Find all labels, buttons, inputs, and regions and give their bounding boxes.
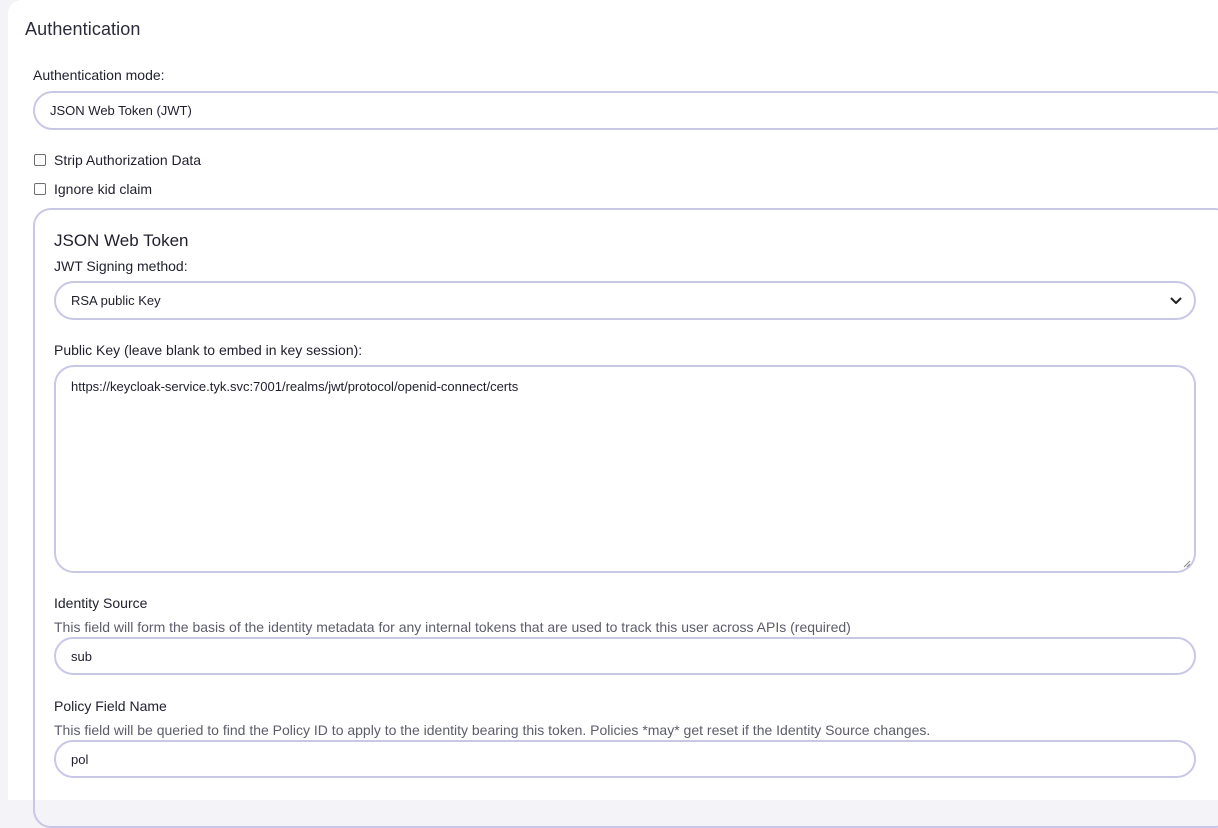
identity-source-value: sub [71, 648, 92, 664]
strip-auth-data-checkbox[interactable] [34, 154, 46, 166]
signing-method-label: JWT Signing method: [54, 258, 188, 274]
ignore-kid-checkbox[interactable] [34, 183, 46, 195]
policy-field-value: pol [71, 751, 89, 767]
ignore-kid-label: Ignore kid claim [54, 181, 153, 197]
strip-auth-data-label: Strip Authorization Data [54, 152, 202, 168]
identity-source-input[interactable] [54, 637, 1196, 675]
identity-source-label: Identity Source [54, 595, 148, 611]
identity-source-description: This field will form the basis of the identity metadata for any internal tokens that are used to track this user across APIs (required) [54, 619, 851, 635]
auth-mode-value: JSON Web Token (JWT) [50, 103, 192, 118]
public-key-value: https://keycloak-service.tyk.svc:7001/realms/jwt/protocol/openid-connect/certs [71, 379, 519, 394]
resize-handle-icon[interactable] [1183, 560, 1191, 568]
jwt-title: JSON Web Token [54, 231, 189, 250]
public-key-label: Public Key (leave blank to embed in key session): [54, 342, 363, 358]
auth-mode-select[interactable] [33, 91, 1218, 130]
chevron-down-icon [1170, 297, 1182, 305]
auth-mode-label: Authentication mode: [33, 67, 165, 83]
signing-method-select[interactable] [54, 281, 1196, 320]
ignore-kid-option[interactable] [34, 181, 152, 197]
policy-field-input[interactable] [54, 740, 1196, 778]
section-title: Authentication [25, 19, 141, 39]
policy-field-description: This field will be queried to find the Policy ID to apply to the identity bearing this token. Policies *may* get reset if the Identity Source changes. [54, 722, 931, 738]
strip-auth-data-option[interactable] [34, 152, 201, 168]
policy-field-label: Policy Field Name [54, 698, 167, 714]
public-key-textarea[interactable] [54, 365, 1196, 573]
signing-method-value: RSA public Key [71, 293, 161, 308]
